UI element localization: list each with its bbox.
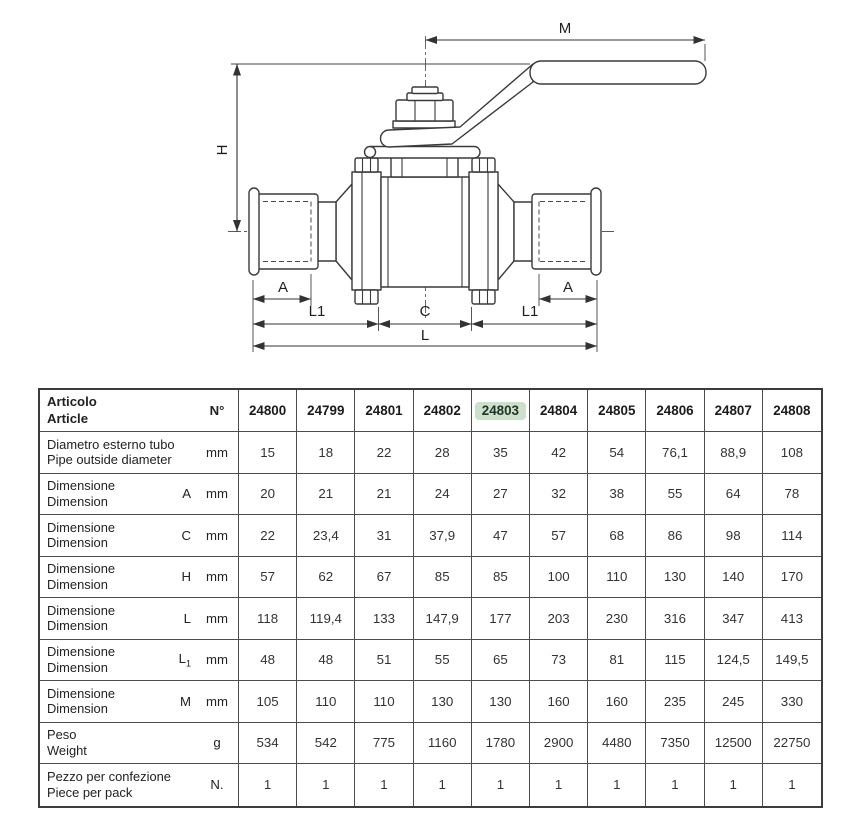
value: 51	[376, 652, 392, 668]
value: 177	[489, 610, 512, 626]
row-label-cell	[40, 598, 239, 640]
value: 413	[780, 610, 803, 626]
value-cell	[530, 598, 588, 640]
value: 110	[606, 569, 628, 585]
value-cell	[414, 515, 472, 557]
value-cell	[763, 681, 821, 723]
row-label-it: Dimensione	[47, 644, 116, 660]
value-cell	[646, 557, 704, 599]
dim-label-a-right: A	[562, 279, 574, 296]
valve-technical-drawing	[0, 0, 851, 380]
value: 160	[605, 693, 628, 709]
value-cell	[763, 723, 821, 765]
value: 78	[784, 486, 800, 502]
stem-cap-top	[412, 87, 438, 94]
value: 35	[493, 444, 508, 460]
row-label-en: Dimension	[47, 576, 108, 592]
value-cell	[239, 598, 297, 640]
value: 31	[376, 527, 392, 543]
value: 108	[780, 444, 803, 460]
value: 12500	[714, 735, 752, 751]
valve-neck	[391, 157, 458, 177]
value-cell	[646, 474, 704, 516]
value-cell	[239, 557, 297, 599]
article-number: 24800	[248, 403, 287, 418]
value: 119,4	[309, 610, 342, 626]
value: 22750	[773, 735, 811, 751]
value: 98	[725, 527, 741, 543]
row-label-it: Dimensione	[47, 685, 116, 701]
value: 1	[263, 777, 272, 793]
value: 57	[551, 527, 566, 543]
value: 1	[496, 777, 505, 793]
value-cell	[297, 681, 355, 723]
value-cell	[472, 557, 530, 599]
value: 48	[318, 652, 334, 668]
value-cell	[297, 432, 355, 474]
row-designator: A	[182, 486, 191, 502]
article-number: 24803	[475, 402, 526, 420]
dim-label-l1-left: L1	[308, 303, 326, 320]
row-designator: C	[181, 527, 191, 543]
row-label-en: Dimension	[47, 659, 108, 675]
value-cell	[588, 432, 646, 474]
value: 245	[722, 693, 745, 709]
row-designator: $L_1$	[178, 650, 191, 669]
value: 105	[256, 693, 279, 709]
value: 230	[605, 610, 628, 626]
value-cell	[530, 432, 588, 474]
stem-hex-nut	[396, 100, 453, 121]
value: 37,9	[429, 527, 456, 543]
row-designator: H	[181, 569, 191, 585]
value: 55	[434, 652, 450, 668]
value: 160	[547, 693, 570, 709]
row-unit: mm	[206, 527, 228, 543]
value: 42	[551, 444, 566, 460]
value-cell	[705, 598, 763, 640]
row-label-en: Weight	[47, 742, 87, 758]
value-cell	[355, 557, 413, 599]
value: 149,5	[775, 652, 809, 668]
row-label-en: Dimension	[47, 701, 108, 717]
row-designator: M	[180, 693, 191, 709]
value-cell	[763, 640, 821, 682]
value-cell	[530, 764, 588, 806]
value: 140	[722, 569, 745, 585]
value: 1	[322, 777, 330, 793]
value: 15	[260, 444, 275, 460]
value-cell	[646, 598, 704, 640]
value: 110	[315, 693, 337, 709]
value-cell	[414, 557, 472, 599]
article-header-cell	[355, 390, 413, 432]
value-cell	[297, 598, 355, 640]
value-cell	[355, 681, 413, 723]
value: 2900	[543, 735, 574, 751]
value-cell	[588, 515, 646, 557]
value: 118	[256, 610, 279, 626]
valve-body	[249, 158, 601, 304]
value-cell	[414, 640, 472, 682]
value-cell	[472, 640, 530, 682]
value-cell	[588, 681, 646, 723]
row-label-it: Diametro esterno tubo	[47, 436, 175, 452]
row-label-it: Dimensione	[47, 561, 116, 577]
article-number: 24804	[539, 403, 578, 418]
article-label-it: Articolo	[47, 394, 97, 410]
article-number: 24806	[656, 403, 694, 418]
value: 86	[667, 527, 683, 543]
row-unit: mm	[206, 652, 228, 668]
value-cell	[414, 681, 472, 723]
article-number: 24805	[598, 403, 636, 418]
value-cell	[646, 723, 704, 765]
value: 1	[671, 777, 679, 793]
value: 73	[551, 652, 566, 668]
table-header-article	[40, 390, 239, 432]
value-cell	[588, 474, 646, 516]
value-cell	[588, 723, 646, 765]
value-cell	[530, 681, 588, 723]
value: 170	[780, 569, 803, 585]
dimensions-table	[38, 388, 823, 808]
value: 114	[781, 527, 803, 543]
value-cell	[355, 474, 413, 516]
value: 64	[725, 486, 741, 502]
value-cell	[414, 432, 472, 474]
value-cell	[297, 515, 355, 557]
value-cell	[355, 723, 413, 765]
value-cell	[239, 474, 297, 516]
row-unit: mm	[206, 693, 228, 709]
value-cell	[472, 764, 530, 806]
value-cell	[705, 432, 763, 474]
value: 124,5	[716, 652, 750, 668]
value: 147,9	[425, 610, 459, 626]
value: 1780	[485, 735, 516, 751]
value: 1	[613, 777, 621, 793]
value-cell	[763, 557, 821, 599]
value: 65	[493, 652, 508, 668]
value: 115	[664, 652, 686, 668]
value-cell	[705, 640, 763, 682]
value: 534	[256, 735, 279, 751]
row-label-it: Dimensione	[47, 602, 116, 618]
value-cell	[530, 515, 588, 557]
row-label-it: Dimensione	[47, 519, 116, 535]
value: 1	[788, 777, 796, 793]
value-cell	[355, 640, 413, 682]
article-number: 24808	[773, 403, 811, 418]
value-cell	[355, 432, 413, 474]
row-label-en: Piece per pack	[47, 784, 133, 800]
value-cell	[588, 557, 646, 599]
value: 28	[434, 444, 450, 460]
article-header-cell	[297, 390, 355, 432]
value: 542	[314, 735, 337, 751]
value-cell	[414, 474, 472, 516]
row-designator: L	[183, 610, 191, 626]
dim-label-l: L	[420, 327, 430, 344]
value: 23,4	[312, 527, 339, 543]
row-label-cell	[40, 723, 239, 765]
value: 76,1	[662, 444, 688, 460]
row-label-cell	[40, 640, 239, 682]
value: 21	[318, 486, 334, 502]
value-cell	[646, 764, 704, 806]
value-cell	[239, 723, 297, 765]
row-label-en: Dimension	[47, 618, 108, 634]
value-cell	[297, 557, 355, 599]
value-cell	[297, 640, 355, 682]
row-unit: mm	[206, 610, 228, 626]
handle-grip	[530, 61, 706, 84]
row-unit: N.	[210, 777, 224, 793]
article-header-cell	[705, 390, 763, 432]
value-cell	[297, 764, 355, 806]
value: 48	[260, 652, 275, 668]
article-header-cell	[530, 390, 588, 432]
value-cell	[472, 474, 530, 516]
value: 1160	[427, 735, 457, 751]
value-cell	[530, 557, 588, 599]
value-cell	[705, 515, 763, 557]
value-cell	[355, 598, 413, 640]
value-cell	[763, 598, 821, 640]
dim-label-c: C	[419, 303, 431, 320]
value-cell	[239, 764, 297, 806]
value: 235	[663, 693, 687, 709]
row-label-en: Dimension	[47, 493, 108, 509]
value-cell	[763, 515, 821, 557]
value: 81	[609, 652, 625, 668]
value: 100	[547, 569, 570, 585]
article-number: 24802	[423, 403, 461, 418]
value: 85	[493, 569, 508, 585]
article-header-cell	[414, 390, 472, 432]
value: 22	[376, 444, 392, 460]
value-cell	[355, 515, 413, 557]
row-label-cell	[40, 474, 239, 516]
value-cell	[646, 432, 704, 474]
value-cell	[530, 723, 588, 765]
row-unit: mm	[206, 569, 228, 585]
article-number: 24807	[714, 403, 752, 418]
value: 20	[260, 486, 275, 502]
dim-label-h: H	[214, 144, 231, 156]
value-cell	[414, 764, 472, 806]
value-cell	[472, 723, 530, 765]
value-cell	[472, 432, 530, 474]
value: 347	[722, 610, 745, 626]
row-unit: mm	[206, 486, 228, 502]
value: 68	[609, 527, 625, 543]
value: 1	[380, 777, 388, 793]
value-cell	[414, 598, 472, 640]
handle-stop-plate	[366, 147, 480, 159]
value: 203	[547, 610, 570, 626]
value: 133	[372, 610, 396, 626]
row-label-cell	[40, 432, 239, 474]
value: 21	[376, 486, 392, 502]
value-cell	[705, 723, 763, 765]
row-label-it: Pezzo per confezione	[47, 769, 171, 785]
value: 110	[373, 693, 395, 709]
value: 47	[493, 527, 508, 543]
value-cell	[472, 515, 530, 557]
value-cell	[355, 764, 413, 806]
row-label-cell	[40, 557, 239, 599]
value-cell	[646, 640, 704, 682]
value-cell	[297, 474, 355, 516]
article-header-cell-highlighted	[472, 390, 530, 432]
row-label-it: Dimensione	[47, 478, 116, 494]
value: 88,9	[720, 444, 747, 460]
value-cell	[705, 764, 763, 806]
valve-stem-and-handle	[365, 61, 707, 177]
value-cell	[297, 723, 355, 765]
value-cell	[472, 681, 530, 723]
value: 57	[260, 569, 275, 585]
value-cell	[530, 474, 588, 516]
value: 62	[318, 569, 334, 585]
value: 27	[493, 486, 508, 502]
value: 54	[609, 444, 625, 460]
dim-label-a-left: A	[277, 279, 289, 296]
value: 1	[729, 777, 737, 793]
value-cell	[472, 598, 530, 640]
value-cell	[763, 474, 821, 516]
value-cell	[646, 515, 704, 557]
value: 55	[667, 486, 683, 502]
value-cell	[763, 432, 821, 474]
value-cell	[588, 640, 646, 682]
article-header-cell	[646, 390, 704, 432]
valve-drawing-svg	[0, 0, 851, 380]
value-cell	[705, 557, 763, 599]
dim-label-m: M	[558, 20, 572, 37]
article-number: 24801	[365, 403, 403, 418]
value-cell	[239, 432, 297, 474]
article-header-cell	[239, 390, 297, 432]
row-label-en: Pipe outside diameter	[47, 452, 172, 468]
value: 38	[609, 486, 625, 502]
value-cell	[646, 681, 704, 723]
value-cell	[414, 723, 472, 765]
article-label-en: Article	[47, 410, 89, 426]
value: 32	[551, 486, 566, 502]
value-cell	[530, 640, 588, 682]
value: 7350	[660, 735, 690, 751]
row-label-it: Peso	[47, 727, 77, 743]
dim-label-l1-right: L1	[521, 303, 539, 320]
article-number-header: N°	[209, 403, 225, 418]
value: 1	[554, 777, 563, 793]
value: 4480	[601, 735, 632, 751]
value-cell	[239, 640, 297, 682]
value-cell	[705, 681, 763, 723]
value-cell	[588, 598, 646, 640]
row-label-cell	[40, 515, 239, 557]
value-cell	[763, 764, 821, 806]
value-cell	[705, 474, 763, 516]
value-cell	[239, 681, 297, 723]
value: 775	[372, 735, 396, 751]
value: 1	[438, 777, 446, 793]
value: 18	[318, 444, 334, 460]
row-label-en: Dimension	[47, 535, 108, 551]
value: 130	[663, 569, 687, 585]
value: 22	[260, 527, 275, 543]
row-label-cell	[40, 764, 239, 806]
value: 85	[434, 569, 450, 585]
row-label-cell	[40, 681, 239, 723]
value: 24	[434, 486, 450, 502]
value: 330	[780, 693, 803, 709]
handle-stop-pin	[365, 147, 376, 158]
value-cell	[588, 764, 646, 806]
row-unit: g	[213, 735, 221, 751]
value: 316	[663, 610, 687, 626]
article-number: 24799	[307, 403, 345, 418]
article-header-cell	[763, 390, 821, 432]
value-cell	[239, 515, 297, 557]
value: 130	[431, 693, 454, 709]
row-unit: mm	[206, 444, 228, 460]
article-header-cell	[588, 390, 646, 432]
value: 130	[489, 693, 512, 709]
value: 67	[376, 569, 392, 585]
